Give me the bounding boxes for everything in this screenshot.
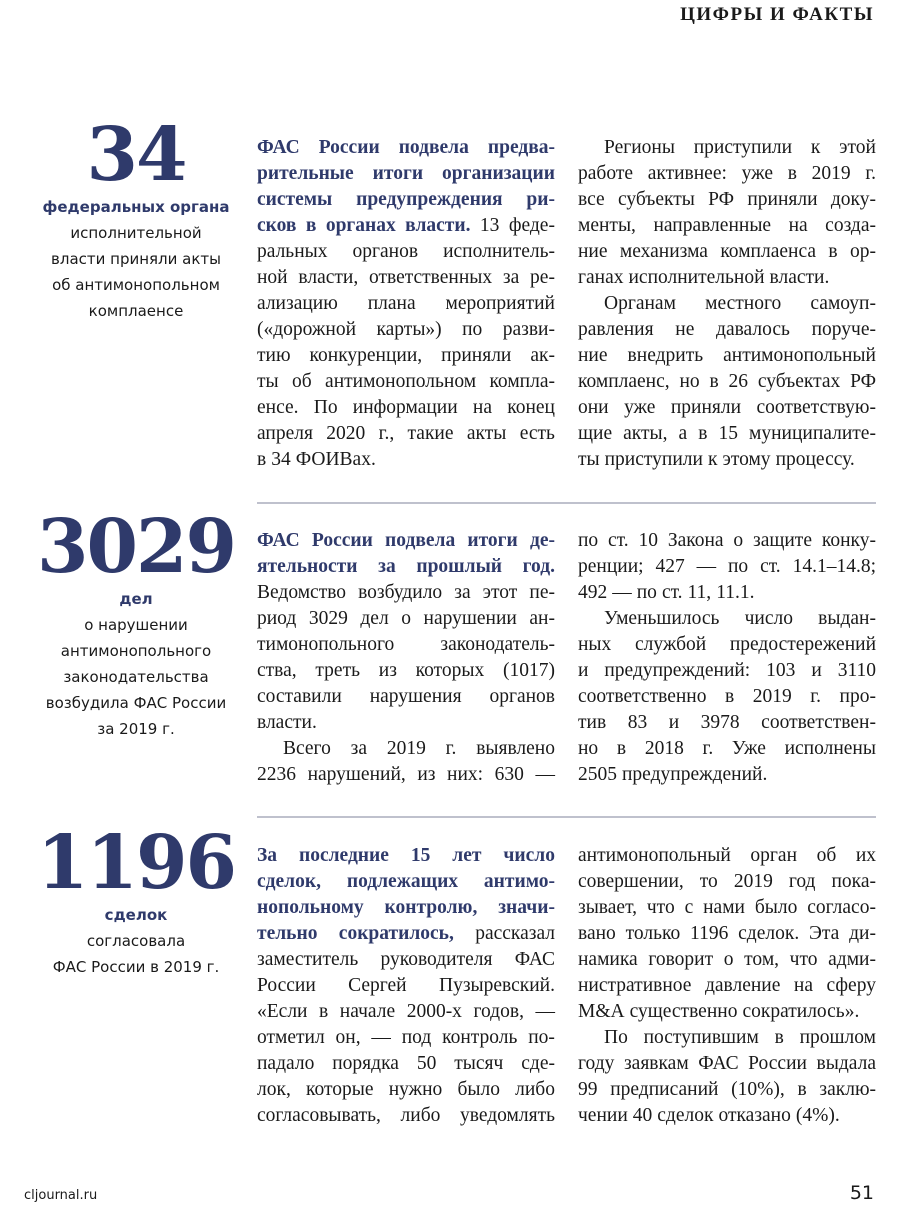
text-line: щие акты, а в 15 муниципалите- <box>578 423 876 444</box>
stat-unit: сделок <box>104 906 168 924</box>
text-line: ной власти, ответственных за ре- <box>257 267 555 288</box>
stat-desc-line: ФАС России в 2019 г. <box>52 958 220 976</box>
text-line: «Если в начале 2000-х годов, — <box>257 1001 555 1022</box>
stat-desc-line: исполнительной <box>70 224 202 242</box>
text-line: согласовывать, либо уведомлять <box>257 1105 555 1126</box>
text-line: ятельности за прошлый год. <box>257 556 555 577</box>
text-line: заместитель руководителя ФАС <box>257 949 555 970</box>
page-number: 51 <box>849 1182 874 1204</box>
text-line: и предупреждений: 103 и 3110 <box>578 660 876 681</box>
text-line: сделок, подлежащих антимо- <box>257 871 555 892</box>
text-line: тельно сократилось, рассказал <box>257 923 555 944</box>
text-line: зывает, что с нами было согласо- <box>578 897 876 918</box>
text-line: нопольному контролю, значи- <box>257 897 555 918</box>
text-line: ты приступили к этому процессу. <box>578 449 855 470</box>
text-line: по ст. 10 Закона о защите конку- <box>578 530 876 551</box>
article-column <box>578 135 876 473</box>
text-line: Всего за 2019 г. выявлено <box>283 738 555 759</box>
text-line: они уже приняли соответствую- <box>578 397 876 418</box>
text-line: России Сергей Пузыревский. <box>257 975 555 996</box>
text-line: 2505 предупреждений. <box>578 764 768 785</box>
stat-number: 34 <box>86 112 186 198</box>
stat-block-cases <box>30 504 242 742</box>
stat-block-deals <box>30 820 242 980</box>
text-line: чении 40 сделок отказано (4%). <box>578 1105 840 1126</box>
text-line: нистративное давление на сферу <box>578 975 876 996</box>
text-line: системы предупреждения ри- <box>257 189 555 210</box>
text-line: апреля 2020 г., такие акты есть <box>257 423 555 444</box>
text-line: За последние 15 лет число <box>257 845 555 866</box>
text-line: менты, направленные на созда- <box>578 215 876 236</box>
text-line: 492 — по ст. 11, 11.1. <box>578 582 755 603</box>
divider <box>257 816 876 818</box>
text-line: ральных органов исполнитель- <box>257 241 555 262</box>
text-line: Регионы приступили к этой <box>604 137 876 158</box>
text-line: 99 предписаний (10%), в заклю- <box>578 1079 876 1100</box>
text-line: Уменьшилось число выдан- <box>604 608 876 629</box>
section-label: ЦИФРЫ И ФАКТЫ <box>680 4 874 25</box>
stat-desc-line: согласовала <box>86 932 186 950</box>
text-line: ФАС России подвела предва- <box>257 137 555 158</box>
text-line: Органам местного самоуп- <box>604 293 876 314</box>
stat-desc-line: возбудила ФАС России <box>45 694 227 712</box>
text-line: ФАС России подвела итоги де- <box>257 530 555 551</box>
text-line: антимонопольный орган об их <box>578 845 876 866</box>
divider <box>257 502 876 504</box>
text-line: лок, которые нужно было либо <box>257 1079 555 1100</box>
text-line: работе активнее: уже в 2019 г. <box>578 163 876 184</box>
text-line: но в 2018 г. Уже исполнены <box>578 738 876 759</box>
text-line: равления не давалось поруче- <box>578 319 876 340</box>
text-line: отметил он, — под контроль по- <box>257 1027 555 1048</box>
text-line: ренции; 427 — по ст. 14.1–14.8; <box>578 556 876 577</box>
stat-number: 3029 <box>37 504 235 590</box>
stat-unit: дел <box>119 590 153 608</box>
text-line: («дорожной карты») по разви- <box>257 319 555 340</box>
stat-desc-line: законодательства <box>63 668 209 686</box>
article-column <box>257 528 555 788</box>
article-column <box>578 843 876 1129</box>
article-column <box>257 843 555 1129</box>
text-line: совершении, то 2019 год пока- <box>578 871 876 892</box>
stat-desc-line: власти приняли акты <box>51 250 221 268</box>
text-line: M&A существенно сократилось». <box>578 1001 860 1022</box>
text-line: ных службой предостережений <box>578 634 876 655</box>
text-line: Ведомство возбудило за этот пе- <box>257 582 555 603</box>
text-line: тив 83 и 3978 соответствен- <box>578 712 876 733</box>
text-line: ние механизма комплаенса в ор- <box>578 241 876 262</box>
text-line: комплаенс, но в 26 субъектах РФ <box>578 371 876 392</box>
footer-site-link[interactable]: cljournal.ru <box>24 1188 98 1203</box>
text-line: 2236 нарушений, из них: 630 — <box>257 764 555 785</box>
text-line: тимонопольного законодатель- <box>257 634 555 655</box>
stat-desc-line: антимонопольного <box>60 642 212 660</box>
text-line: соответственно в 2019 г. про- <box>578 686 876 707</box>
text-line: в 34 ФОИВах. <box>257 449 376 470</box>
text-line: все субъекты РФ приняли доку- <box>578 189 876 210</box>
text-line: сков в органах власти. 13 феде- <box>257 215 555 236</box>
text-line: падало порядка 50 тысяч сде- <box>257 1053 555 1074</box>
text-line: енсе. По информации на конец <box>257 397 555 418</box>
article-column <box>578 528 876 788</box>
text-line: составили нарушения органов <box>257 686 555 707</box>
stat-unit: федеральных органа <box>42 198 230 216</box>
stat-desc-line: за 2019 г. <box>97 720 175 738</box>
stat-desc-line: комплаенсе <box>88 302 184 320</box>
stat-block-federal-bodies <box>30 112 242 324</box>
article-column <box>257 135 555 473</box>
text-line: рительные итоги организации <box>257 163 555 184</box>
text-line: риод 3029 дел о нарушении ан- <box>257 608 555 629</box>
stat-desc-line: об антимонопольном <box>52 276 220 294</box>
text-line: ты об антимонопольном компла- <box>257 371 555 392</box>
text-line: ства, треть из которых (1017) <box>257 660 555 681</box>
stat-number: 1196 <box>37 820 235 906</box>
text-line: тию конкуренции, приняли ак- <box>257 345 555 366</box>
text-line: ганах исполнительной власти. <box>578 267 830 288</box>
text-line: По поступившим в прошлом <box>604 1027 876 1048</box>
text-line: вано только 1196 сделок. Эта ди- <box>578 923 876 944</box>
text-line: ние внедрить антимонопольный <box>578 345 876 366</box>
text-line: намика говорит о том, что адми- <box>578 949 876 970</box>
text-line: ализацию плана мероприятий <box>257 293 555 314</box>
text-line: власти. <box>257 712 317 733</box>
text-line: году заявкам ФАС России выдала <box>578 1053 876 1074</box>
stat-desc-line: о нарушении <box>84 616 188 634</box>
